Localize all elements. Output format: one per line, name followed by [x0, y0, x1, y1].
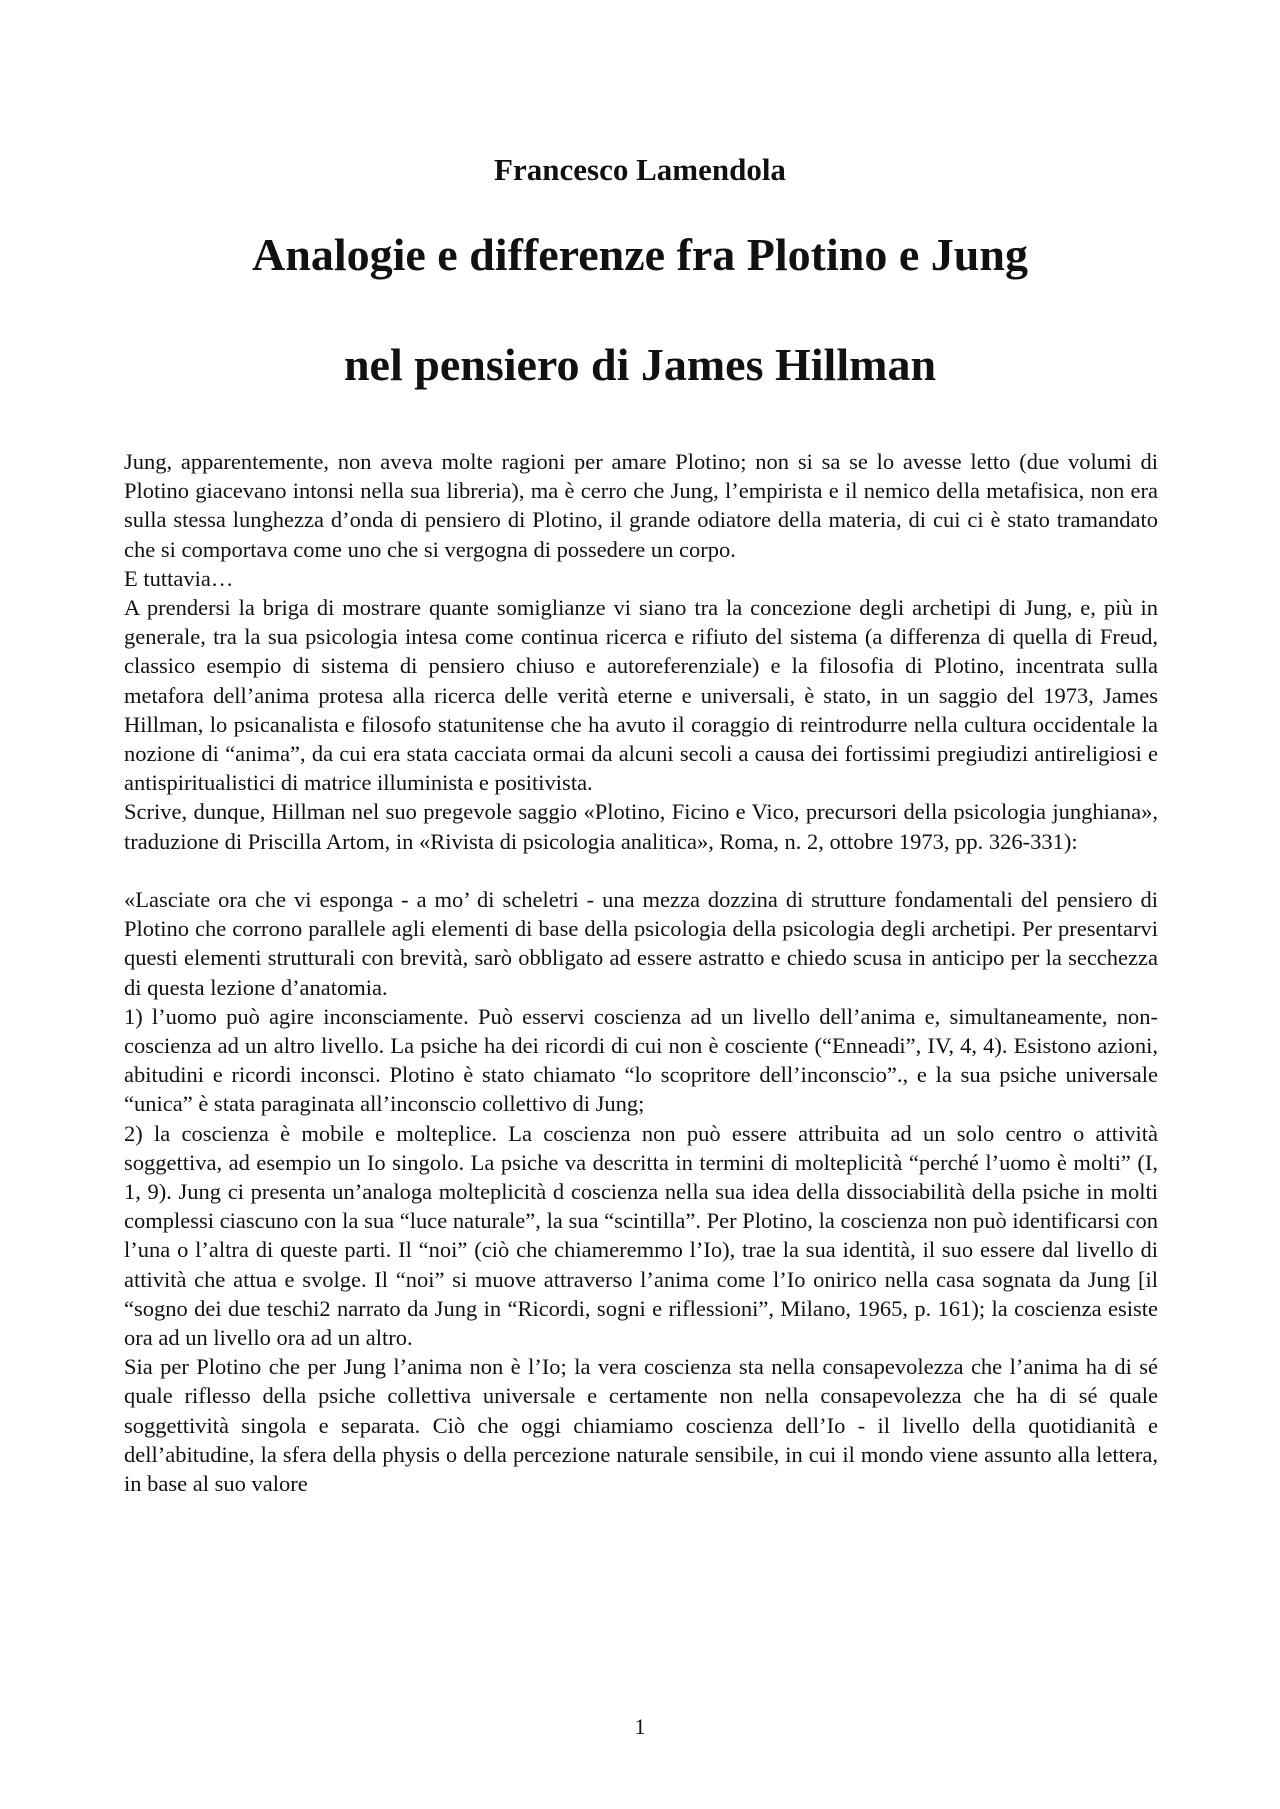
paragraph-spacer — [124, 856, 1158, 885]
title-line-2: nel pensiero di James Hillman — [343, 339, 937, 390]
title-line-1: Analogie e differenze fra Plotino e Jung — [252, 229, 1028, 280]
page-number: 1 — [634, 1714, 646, 1739]
paragraph-point-2: 2) la coscienza è mobile e molteplice. La coscienza non può essere attribuita ad un solo centro o attività soggettiva, ad esempio un Io singolo. La psiche va descritta in termini di molteplicità “perché l’uomo è molti” (I, 1, 9). Jung ci presenta un’analoga molteplicità d coscienza nella sua idea della dissociabilità della psiche in molti complessi ciascuno con la sua “luce naturale”, la sua “scintilla”. Per Plotino, la coscienza non può identificarsi con l’una o l’altra di queste parti. Il “noi” (ciò che chiameremmo l’Io), trae la sua identità, il suo essere dal livello di attività che attua e svolge. Il “noi” si muove attraverso l’anima come l’Io onirico nella casa sognata da Jung [il “sogno dei due teschi2 narrato da Jung in “Ricordi, sogni e riflessioni”, Milano, 1965, p. 161); la coscienza esiste ora ad un livello ora ad un altro. — [124, 1120, 1158, 1351]
paragraph-hillman-saggio: A prendersi la briga di mostrare quante somiglianze vi siano tra la concezione degli archetipi di Jung, e, più in generale, tra la sua psicologia intesa come continua ricerca e rifiuto del sistema (a differenza di quella di Freud, classico esempio di sistema di pensiero chiuso e autoreferenziale) e la filosofia di Plotino, incentrata sulla metafora dell’anima protesa alla ricerca delle verità eterne e universali, è stato, in un saggio del 1973, James Hillman, lo psicanalista e filosofo statunitense che ha avuto il coraggio di reintrodurre nella cultura occidentale la nozione di “anima”, da cui era stata cacciata ormai da alcuni secoli a causa dei fortissimi pregiudizi antireligiosi e antispiritualistici di matrice illuminista e positivista. — [124, 595, 1158, 796]
paragraph-tuttavia: E tuttavia… — [124, 565, 234, 591]
paragraph-intro: Jung, apparentemente, non aveva molte ragioni per amare Plotino; non si sa se lo avesse letto (due volumi di Plotino giacevano intonsi nella sua libreria), ma è cerro che Jung, l’empirista e il nemico della metafisica, non era sulla stessa lunghezza d’onda di pensiero di Plotino, il grande odiatore della materia, di cui ci è stato tramandato che si comportava come uno che si vergogna di possedere un corpo. — [124, 449, 1158, 562]
paragraph-scrive: Scrive, dunque, Hillman nel suo pregevole saggio «Plotino, Ficino e Vico, precursori della psicologia junghiana», traduzione di Priscilla Artom, in «Rivista di psicologia analitica», Roma, n. 2, ottobre 1973, pp. 326-331): — [124, 799, 1158, 854]
paragraph-quote-intro: «Lasciate ora che vi esponga - a mo’ di scheletri - una mezza dozzina di strutture fondamentali del pensiero di Plotino che corrono parallele agli elementi di base della psicologia della psicologia degli archetipi. Per presentarvi questi elementi strutturali con brevità, sarò obbligato ad essere astratto e chiedo scusa in anticipo per la secchezza di questa lezione d’anatomia. — [124, 887, 1158, 1000]
paragraph-point-1: 1) l’uomo può agire inconsciamente. Può esservi coscienza ad un livello dell’anima e, simultaneamente, non-coscienza ad un altro livello. La psiche ha dei ricordi di cui non è cosciente (“Enneadi”, IV, 4, 4). Esistono azioni, abitudini e ricordi inconsci. Plotino è stato chiamato “lo scopritore dell’inconscio”., e la sua psiche universale “unica” è stata paraginata all’inconscio collettivo di Jung; — [124, 1003, 1158, 1117]
paragraph-anima-io: Sia per Plotino che per Jung l’anima non è l’Io; la vera coscienza sta nella consapevolezza che l’anima ha di sé quale riflesso della psiche collettiva universale e certamente non nella consapevolezza che ha di sé quale soggettività singola e separata. Ciò che oggi chiamiamo coscienza dell’Io - il livello della quotidianità e dell’abitudine, la sfera della physis o della percezione naturale sensibile, in cui il mondo viene assunto alla lettera, in base al suo valore — [124, 1354, 1158, 1497]
author-name: Francesco Lamendola — [494, 152, 786, 187]
body-text — [124, 447, 1158, 1498]
